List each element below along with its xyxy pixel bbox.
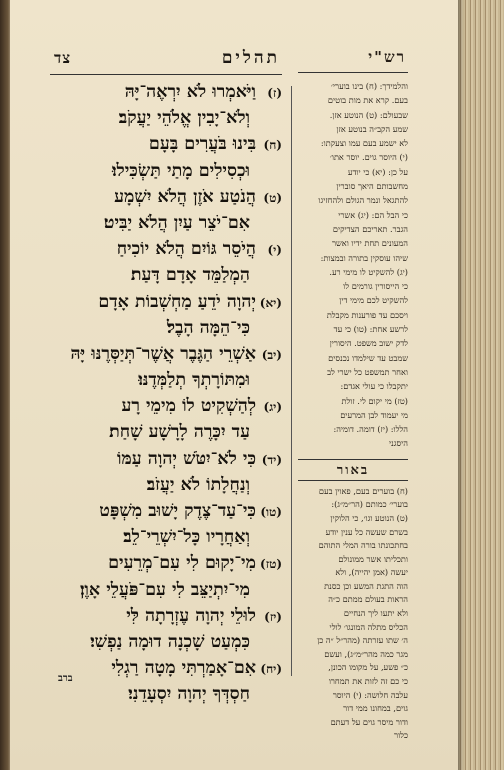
verse-text: וַיֹּאמְרוּ לֹא יִרְאֶה־יָּהּ (124, 82, 256, 102)
verse-number: (ז) (267, 86, 282, 100)
rashi-line: הללו: (יז) דומה. דומיה: (333, 424, 408, 435)
verse-text: יְהוָה יֹדֵעַ מַחְשְׁבוֹת אָדָם (98, 291, 256, 312)
biur-line: כ״ פשע, על מקומו הכונן, (328, 662, 408, 673)
rashi-line: (י) היוסר גוים. יוסר אתו׳ (329, 152, 408, 163)
verse-text: מִי־יָקוּם לִי עִם־מְרֵעִים (108, 553, 256, 574)
verse-line (50, 315, 282, 341)
verse-line (50, 446, 282, 472)
biur-title: באור (298, 459, 408, 481)
biur-line: גוים, במחונו ממי דור (343, 703, 408, 714)
rashi-line: להתגאל ונמר הגולם ולהחזיגו (318, 195, 408, 206)
verse-text: בִּינוּ בֹּעֲרִים בָּעָם (148, 134, 256, 155)
biur-line: הכליס מתלה המונגו׳ לולי (329, 621, 408, 632)
verse-number: (יג) (263, 400, 282, 415)
verse-line (50, 655, 282, 681)
rashi-line: כי הייסורין גורמים לו (343, 281, 408, 292)
verse-number: (ט) (263, 190, 282, 205)
rashi-commentary (298, 79, 408, 451)
verse-text: הַמְלַמֵּד אָדָם דָּעַת׃ (130, 265, 250, 286)
verse-line (50, 681, 282, 707)
verse-number: (יא) (259, 295, 282, 310)
verse-number: (יב) (261, 347, 282, 362)
verse-line (50, 603, 282, 629)
column-divider (291, 86, 292, 676)
book-title: תהלים (221, 48, 280, 68)
verse-line (50, 472, 282, 498)
rashi-line: (יג) להשקיט לו מימי רע. (329, 266, 408, 277)
verse-line (50, 419, 282, 445)
verse-text: וְאַחֲרָיו כָּל־יִשְׁרֵי־לֵב׃ (123, 527, 250, 548)
verse-line (50, 262, 282, 288)
verse-number: (יד) (261, 452, 282, 467)
verse-text: מִי־יִתְיַצֵּב לִי עִם־פֹּעֲלֵי אָוֶן׃ (79, 579, 250, 600)
verse-text: לְהַשְׁקִיט לוֹ מִימֵי רָע (121, 396, 256, 417)
rashi-line: לדק ישוב משפט. היסורין (329, 338, 408, 349)
verse-text: כִּי־הֵמָּה הָבֶל׃ (166, 317, 250, 338)
rashi-line: יתקבלו כי עולי אגדם: (340, 381, 408, 392)
verse-text: אִם־אָמַרְתִּי מָטָה רַגְלִי (111, 658, 256, 679)
rashi-line: כי הבל הם: (יג) אשרי (338, 209, 408, 220)
verse-text: כִּי־עַד־צֶדֶק יָשׁוּב מִשְׁפָּט (99, 501, 256, 521)
rashi-line: היסגני (388, 438, 408, 449)
verse-number: (טו) (260, 505, 282, 519)
verse-line (50, 289, 282, 315)
verse-text: אִם־יֹצֵר עַיִן הֲלֹא יַבִּיט׃ (103, 212, 250, 233)
rashi-line: לא ישמע בעם עמו וצעקתו: (320, 138, 408, 149)
verse-line (50, 236, 282, 262)
biur-line: הראות בעולם ממתם כ״ה (328, 594, 408, 605)
verse-number: (ח) (263, 138, 282, 153)
rashi-line: המעונים תחת ידיו ואשר (331, 238, 408, 249)
biur-line: ודור מיסר גוים על דעתם (330, 716, 408, 727)
verse-number: (י) (267, 243, 282, 258)
biur-line: הוה התגת המשע וכן כסנת (324, 580, 408, 591)
verse-line (50, 524, 282, 550)
rashi-line: (טז) מי יקום לי. זולת (341, 395, 408, 406)
rashi-line: להשקיט לכם מימי דין (339, 295, 408, 306)
verse-line (50, 105, 282, 131)
verse-text: לוּלֵי יְהוָה עֶזְרָתָה לִּי (126, 605, 256, 626)
rashi-line: הגבר. תאריכם הצדיקים (332, 223, 408, 234)
verse-text: כִּי לֹא־יִטֹּשׁ יְהוָה עַמּוֹ (116, 448, 256, 469)
biur-line: מגר כמה מהר״מ״ג), ועשם (324, 648, 408, 659)
page-number: צד (54, 48, 72, 67)
verse-line (50, 629, 282, 655)
rashi-line: על כן: (יא) כי יודע (347, 166, 408, 177)
verse-number: (טז) (260, 557, 282, 572)
verse-number: (יח) (260, 662, 282, 677)
rashi-line: מי יעמוד לבן המרעים (340, 409, 408, 420)
biur-line: (ח) בוערים בעם, פאוין בעם (318, 485, 408, 496)
rashi-line: שמע הקב״ה בנוטע אזן (336, 123, 408, 134)
biur-line: ה׳ שתו עזרתה (מהר״ל ״ה כן (317, 635, 408, 646)
biur-line: בוערי׳ כמותם (הר״מ״ג): (331, 499, 408, 510)
rashi-line: ואחר תמשפט כל ישרי לב (327, 366, 408, 377)
verse-text: וּכְסִילִים מָתַי תַּשְׂכִּילוּ׃ (112, 160, 250, 181)
verse-line (50, 79, 282, 105)
verse-line (50, 577, 282, 603)
rashi-line: שיהו עוסקין בתורה ובמצות: (320, 252, 408, 263)
rashi-line: בעם. קרא את מות בוטים (327, 95, 408, 106)
rashi-line: שבעולם: (ט) הנוטע אזן. (329, 109, 408, 120)
verse-line (50, 393, 282, 419)
biur-commentary (298, 485, 408, 743)
psalm-text (50, 79, 282, 708)
rashi-line: והלמידך: (ח) בינו בוערי׳ (331, 81, 408, 91)
biur-line: עלבה חלושה: (י) היוסר (332, 689, 408, 700)
verse-text: הֲיֹסֵר גּוֹיִם הֲלֹא יוֹכִיחַ (116, 239, 256, 260)
biur-line: בחתכונתו בורה המלי התוהם (318, 540, 408, 551)
signature-mark: ברב (58, 673, 73, 684)
rashi-line: לרשע אחת: (טו) כי עד (333, 324, 408, 335)
verse-text: וְנַחֲלָתוֹ לֹא יַעֲזֹב׃ (146, 474, 250, 495)
verse-line (50, 210, 282, 236)
side-title: רש"י (298, 48, 408, 73)
verse-line (50, 184, 282, 210)
verse-text: הֲנֹטַע אֹזֶן הֲלֹא יִשְׁמָע (114, 186, 256, 207)
verse-text: חַסְדְּךָ יְהוָה יִסְעָדֵנִי׃ (128, 684, 250, 705)
biur-line: יעשה (אמן יהייה), ולא (335, 567, 408, 578)
verse-number: (יז) (264, 609, 282, 624)
verse-text: וְלֹא־יָבִין אֱלֹהֵי יַעֲקֹב׃ (118, 108, 250, 129)
verse-line (50, 341, 282, 367)
page-edges (458, 0, 504, 770)
rashi-line: ויסכם עד פורענות מקבלת (326, 309, 408, 320)
rashi-line: שמבט עד שילמדו נכנסים (328, 352, 408, 363)
biur-line: ולא יתעו ליך הנחיים (343, 608, 408, 619)
book-page (10, 0, 462, 770)
psalm-column (50, 48, 282, 708)
biur-line: כי כם זה לזות את תמחרו (328, 676, 408, 687)
verse-line (50, 131, 282, 157)
verse-text: וּמִתּוֹרָתְךָ תְלַמְּדֶנּוּ׃ (138, 370, 250, 391)
verse-text: עַד יִכָּרֶה לָרָשָׁע שָׁחַת׃ (109, 422, 250, 443)
verse-line (50, 498, 282, 524)
commentary-column (298, 48, 408, 743)
biur-line: (ט) הנוטע וגו׳, כי הלוקין (330, 512, 408, 523)
biur-line: בשרם שעשה כל ענין יודע (325, 526, 408, 537)
rashi-line: מחשבותם היאך סוברין (336, 181, 408, 192)
verse-text: אַשְׁרֵי הַגֶּבֶר אֲשֶׁר־תְּיַסְּרֶנּוּ יָּהּ (70, 343, 256, 364)
verse-line (50, 367, 282, 393)
main-header (50, 48, 282, 75)
biur-line: ותכליתו אשר ממונולם (338, 553, 408, 564)
verse-text: כִּמְעַט שָׁכְנָה דוּמָה נַפְשִׁי׃ (90, 631, 250, 652)
biur-line: כלור (394, 730, 408, 741)
verse-line (50, 550, 282, 576)
verse-line (50, 158, 282, 184)
